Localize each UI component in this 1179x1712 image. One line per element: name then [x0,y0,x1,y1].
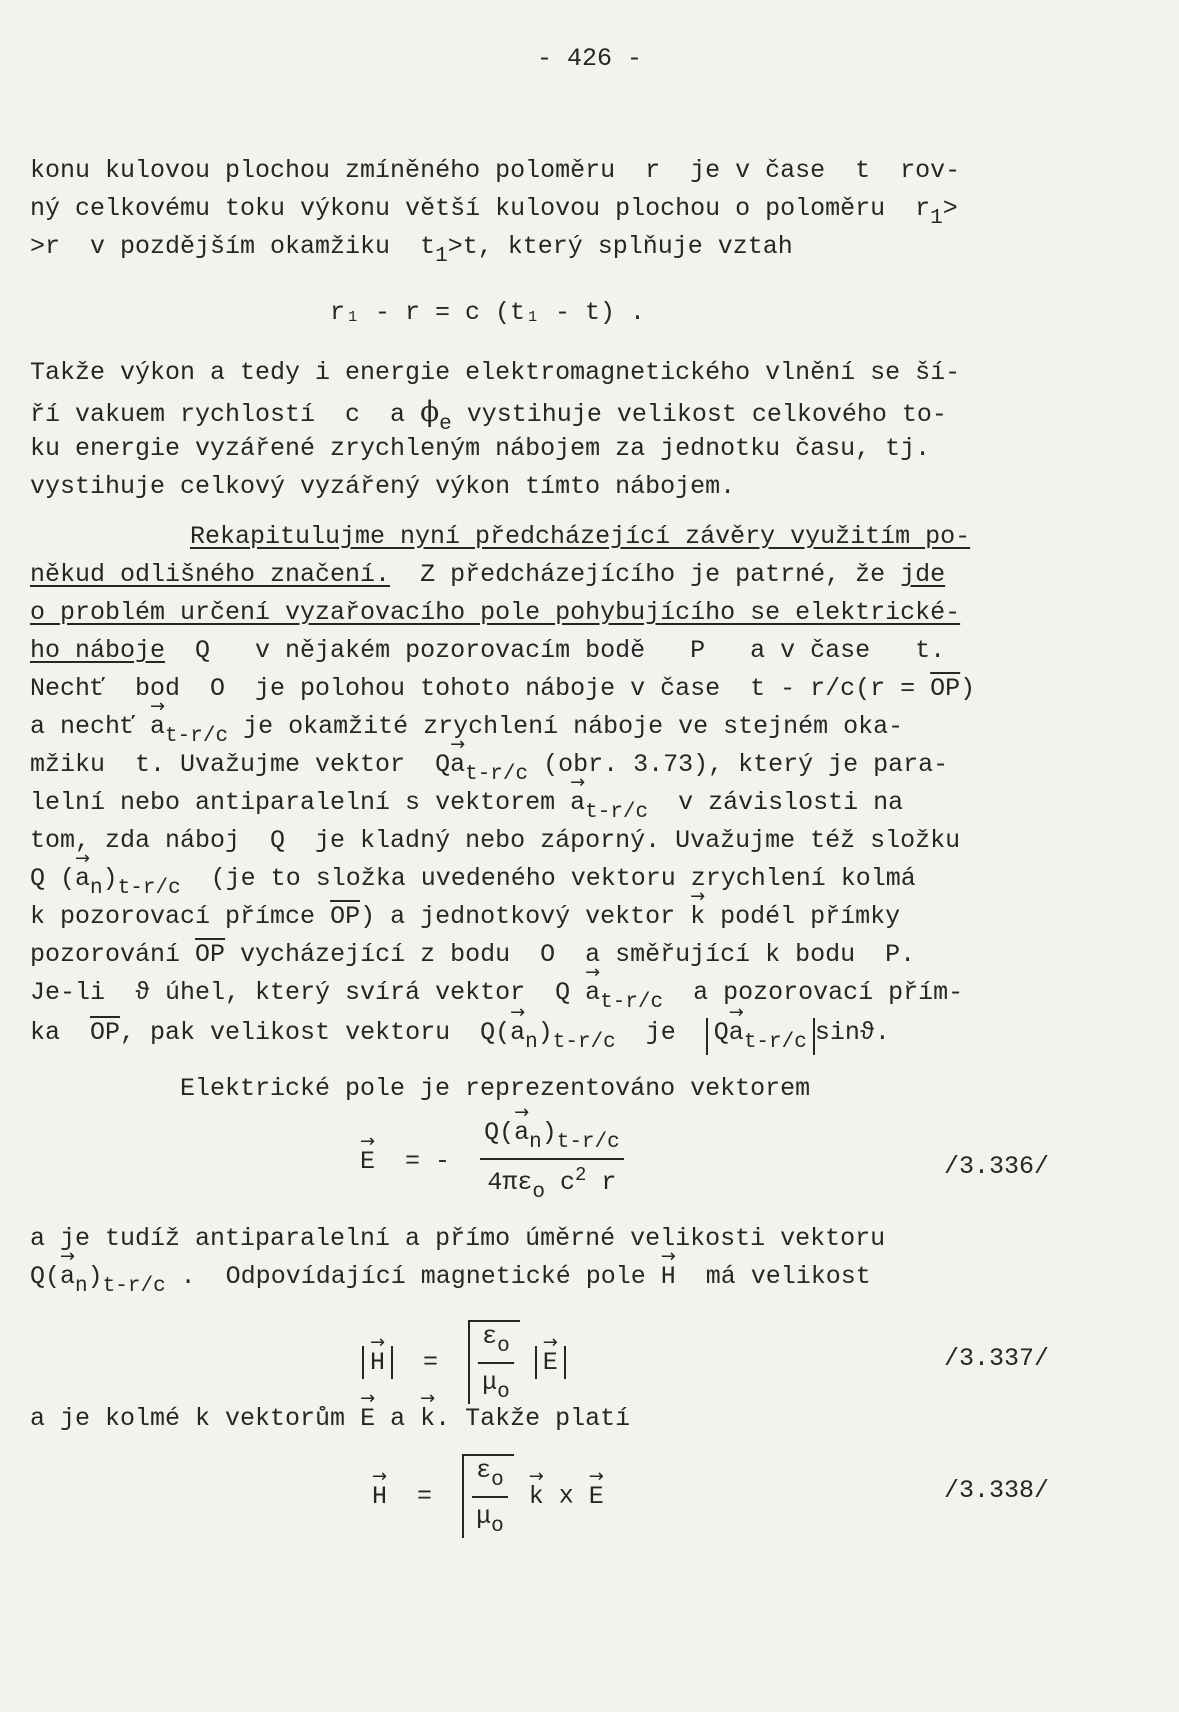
equation-r1: r₁ - r = c (t₁ - t) . [330,298,646,327]
text-line: ho náboje Q v nějakém pozorovacím bodě P a v čase t. [30,636,946,665]
text-line: lelní nebo antiparalelní s vektorem → $a_{t-r/c}$ v závislosti na [30,790,1149,823]
text-line: a je kolmé k vektorům → E a → k. Takže platí [30,1406,1149,1431]
text-line: ří vakuem rychlostí c a $\phi_e$ vystihuje velikost celkového to- [30,395,947,436]
text-line: ku energie vyzářené zrychleným nábojem za jednotku času, tj. [30,434,931,463]
text-line: a nechť → $a_{t-r/c}$ je okamžité zrychlení náboje ve stejném oka- [30,714,1149,747]
text-line: pozorování $\overline{OP}$ vycházející z bodu O a směřující k bodu P. [30,940,916,969]
equation-3-336: → E = - $\frac{Q(\to a_n)_{t-r/c}}{4\pi\varepsilon_o c^2 r}$ [0,1118,1179,1204]
text-line: někud odlišného značení. Z předcházejícího je patrné, že jde [30,560,946,589]
text-line: tom, zda náboj Q je kladný nebo záporný. Uvažujme též složku [30,826,961,855]
text-line: ný celkovému toku výkonu větší kulovou plochou o poloměru $r_1>$ [30,194,958,230]
text-line: a je tudíž antiparalelní a přímo úměrné velikosti vektoru [30,1224,886,1253]
text-line: konu kulovou plochou zmíněného poloměru r je v čase t rov- [30,156,961,185]
text-line: Rekapitulujme nyní předcházející závěry využitím po- [190,522,971,551]
equation-3-337: → H = $\frac{\varepsilon_o}{\mu_o}$ → E [0,1320,1179,1404]
text-line: vystihuje celkový vyzářený výkon tímto nábojem. [30,472,736,501]
equation-3-338: → H = $\frac{\varepsilon_o}{\mu_o}$ → k x → E [0,1454,1179,1538]
phi-symbol: ϕ [420,395,440,428]
text-line: k pozorovací přímce $\overline{OP}$) a jednotkový vektor → k podél přímky [30,904,1149,929]
page-number: - 426 - [536,44,643,73]
text-line: Elektrické pole je reprezentováno vektorem [180,1074,811,1103]
equation-label: /3.338/ [943,1476,1049,1505]
text-line: Je-li ϑ úhel, který svírá vektor $Q \to a_{t-r/c}$ a pozorovací přím- [30,980,1149,1013]
text-line: Q (→ $a_n)_{t-r/c}$ (je to složka uvedeného vektoru zrychlení kolmá [30,866,1149,899]
equation-label: /3.336/ [943,1152,1049,1181]
text-line: o problém určení vyzařovacího pole pohybujícího se elektrické- [30,598,961,627]
text-line: $Q(\to a_n)_{t-r/c}$ . Odpovídající magnetické pole → H má velikost [30,1264,1149,1297]
text-line: >r v pozdějším okamžiku $t_1>t$, který splňuje vztah [30,232,793,268]
text-line: Takže výkon a tedy i energie elektromagnetického vlnění se ší- [30,358,961,387]
text-line: Nechť bod O je polohou tohoto náboje v čase $t - r/c(r = \overline{OP})$ [30,674,976,703]
text-line: ka $\overline{OP}$, pak velikost vektoru $Q(\to a_n)_{t-r/c}$ je $Q\to a_{t-r/c}$ sinϑ. [30,1018,1149,1055]
text-line: mžiku t. Uvažujme vektor $Q\to a_{t-r/c}$ (obr. 3.73), který je para- [30,752,1149,785]
equation-label: /3.337/ [943,1344,1049,1373]
